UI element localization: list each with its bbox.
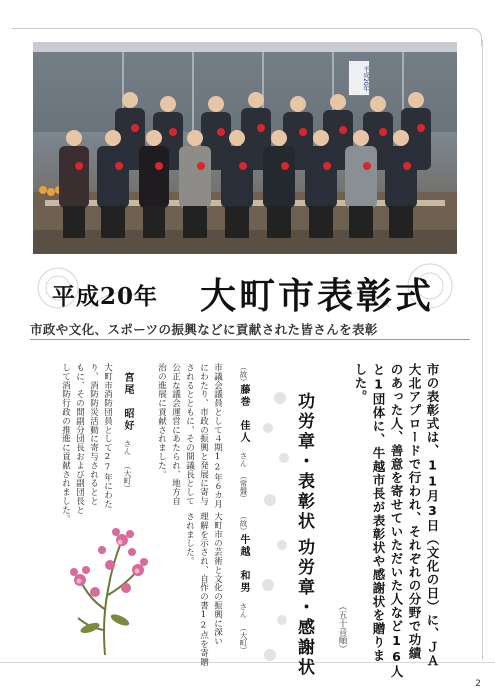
- subtitle: 市政や文化、スポーツの振興などに貢献された皆さんを表彰: [30, 322, 378, 337]
- recipient-name: 牛越 和男: [238, 534, 249, 594]
- pink-flower-icon: [50, 510, 160, 660]
- recipient-body-line: にわたり、市政の振興と発展に寄与: [198, 363, 209, 506]
- recipient-body-line: されました。: [184, 512, 195, 566]
- recipient-region: （大町）: [239, 624, 248, 654]
- recipient-region: （常盤）: [239, 472, 248, 502]
- lead-line-1: 市の表彰式は、11月3日（文化の日）に、ＪＡ: [425, 363, 440, 668]
- recipient-body-line: 公正な議会運営にあたられ、地方自: [170, 363, 181, 506]
- group-photo-illustration: [33, 42, 457, 254]
- recipient-body-line: されるとともに、その間議長として: [184, 363, 195, 506]
- lead-line-3: のあった人、善意を寄せていただいた人など16人: [389, 363, 404, 679]
- recipient-honorific: さん: [239, 603, 248, 618]
- lead-line-4: と1団体に、牛越市長が表彰状や感謝状を贈りま: [371, 363, 386, 663]
- recipient-honorific: さん: [123, 440, 132, 455]
- blossom-decoration-icon: [258, 380, 298, 680]
- recipient-body-line: 大町市の芸術と文化の振興に深い: [212, 512, 223, 646]
- section-heading-appreciation: 功労章・感謝状: [294, 538, 314, 678]
- title-band: [30, 258, 460, 320]
- page-number: 2: [475, 679, 481, 689]
- subtitle-divider: [30, 339, 470, 340]
- recipient-region: （大町）: [123, 462, 132, 492]
- photo-banner-sign: 平成20年: [348, 60, 370, 96]
- group-photo: [33, 42, 457, 254]
- recipient-status: （故）: [239, 363, 248, 386]
- recipient-body-line: 大町市消防団員として27年にわた: [102, 363, 113, 509]
- page-frame-right: [482, 40, 483, 660]
- recipient-name: 宮尾 昭好: [122, 372, 133, 432]
- order-note: （五十音順）: [337, 602, 347, 653]
- recipient-body-line: して消防行政の推進に貢献されました。: [60, 363, 71, 524]
- title-year: 平成20年: [52, 283, 159, 310]
- recipient-body-line: 市議会議員として４期12年６カ月: [212, 363, 223, 509]
- lead-line-5: した。: [353, 363, 368, 404]
- section-heading-commendation: 功労章・表彰状: [294, 392, 314, 532]
- recipient-honorific: さん: [239, 452, 248, 467]
- recipient-status: （故）: [239, 512, 248, 535]
- recipient-body-line: り、消防防災活動に寄与されるとと: [88, 363, 99, 506]
- lead-line-2: 大北アプロードで行われ、それぞれの分野で功績: [407, 363, 422, 660]
- recipient-body-line: 治の進展に貢献されました。: [156, 363, 167, 479]
- recipient-body-line: 理解を示され、自作の書12点を寄贈: [198, 512, 209, 667]
- page-title: 大町市表彰式: [200, 275, 435, 317]
- recipient-body-line: もに、その間副分団長および副団長と: [74, 363, 85, 515]
- recipient-name: 藤巻 佳人: [238, 384, 249, 444]
- page-frame-bottom: [0, 662, 495, 663]
